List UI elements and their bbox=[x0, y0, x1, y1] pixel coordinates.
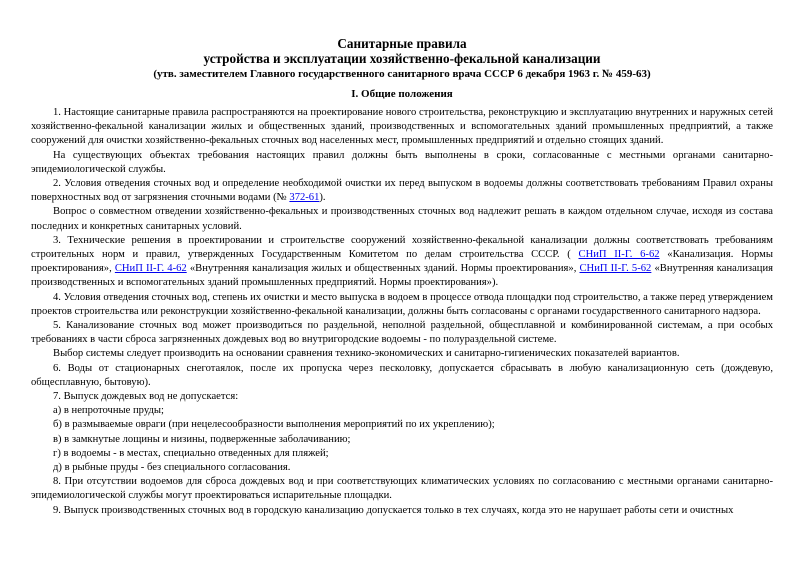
paragraph-7: 7. Выпуск дождевых вод не допускается: bbox=[53, 391, 239, 403]
paragraph-3-part-a: 3. Технические решения в проектировании и строительстве сооружений хозяйственно-фекальной канализации должны соответствовать требованиям строительных норм и правил, утвержденных Государственным Комитетом по делам строительства СССР. ( bbox=[31, 234, 773, 261]
title-line-2: устройства и эксплуатации хозяйственно-фекальной канализации bbox=[203, 51, 601, 66]
link-snip-5-62[interactable]: СНиП II-Г. 5-62 bbox=[579, 263, 652, 275]
title-line-1: Санитарные правила bbox=[337, 36, 467, 51]
paragraph-5b: Выбор системы следует производить на основании сравнения технико-экономических и санитарно-гигиенических показателей вариантов. bbox=[53, 348, 680, 360]
document-page bbox=[31, 36, 773, 518]
paragraph-3-part-c: «Внутренняя канализация жилых и общественных зданий. Нормы проектирования», bbox=[186, 263, 580, 275]
paragraph-4: 4. Условия отведения сточных вод, степень их очистки и место выпуска в водоем в процессе отвода площадки под строительство, а также перед утверждением проектов строительства или реконструкции хозяйственно-фекальной канализации, должны быть согласованы с органами государственного санитарного надзора. bbox=[31, 291, 773, 317]
paragraph-1: 1. Настоящие санитарные правила распространяются на проектирование нового строительства, реконструкцию и эксплуатацию внутренних и наружных сетей хозяйственно-фекальной канализации жилых и общественных зданий, производственных и вспомогательных зданий промышленных предприятий, а также сооружений для очистки хозяйственно-фекальных сточных вод населенных мест, промышленных предприятий и отдельно стоящих зданий. bbox=[31, 107, 773, 147]
paragraph-2-text: 2. Условия отведения сточных вод и определение необходимой очистки их перед выпуском в водоемы должны соответствовать требованиям Правил охраны поверхностных вод от загрязнения сточными водами (№ bbox=[31, 178, 773, 204]
list-item-b: б) в размываемые овраги (при нецелесообразности выполнения мероприятий по их укреплению); bbox=[53, 419, 495, 431]
paragraph-9: 9. Выпуск производственных сточных вод в городскую канализацию допускается только в тех случаях, когда это не нарушает работы сети и очистных bbox=[53, 504, 734, 516]
paragraph-1b: На существующих объектах требования настоящих правил должны быть выполнены в сроки, согласованные с местными органами санитарно-эпидемиологической службы. bbox=[31, 149, 773, 175]
paragraph-2 bbox=[31, 177, 773, 205]
list-item-c: в) в замкнутые лощины и низины, подверженные заболачиванию; bbox=[53, 433, 351, 445]
paragraph-2-end: ). bbox=[319, 192, 326, 204]
paragraph-3 bbox=[31, 234, 773, 291]
document-title bbox=[31, 36, 773, 66]
link-372-61[interactable]: 372-61 bbox=[289, 192, 320, 204]
paragraph-3-part-d: «Внутренняя канализация производственных и вспомогательных зданий промышленных предприятий. Нормы проектирования»). bbox=[31, 263, 773, 289]
paragraph-2b: Вопрос о совместном отведении хозяйственно-фекальных и производственных сточных вод надлежит решать в каждом отдельном случае, исходя из состава последних и конкретных санитарных условий. bbox=[31, 206, 773, 232]
list-item-e: д) в рыбные пруды - без специального согласования. bbox=[53, 462, 291, 474]
section-heading: I. Общие положения bbox=[351, 88, 453, 100]
list-item-a: а) в непроточные пруды; bbox=[53, 405, 164, 417]
link-snip-4-62[interactable]: СНиП II-Г. 4-62 bbox=[114, 263, 187, 275]
link-snip-6-62[interactable]: СНиП II-Г. 6-62 bbox=[578, 249, 660, 261]
paragraph-3-part-b: «Канализация. Нормы проектирования», bbox=[31, 249, 773, 275]
paragraph-6: 6. Воды от стационарных снеготаялок, после их пропуска через песколовку, допускается сбрасывать в любую канализационную сеть (дождевую, общесплавную, бытовую). bbox=[31, 362, 773, 388]
list-item-d: г) в водоемы - в местах, специально отведенных для пляжей; bbox=[53, 447, 329, 459]
paragraph-8: 8. При отсутствии водоемов для сброса дождевых вод и при соответствующих климатических условиях по согласованию с местными органами санитарно-эпидемиологической службы могут проектироваться испарительные площадки. bbox=[31, 476, 773, 502]
paragraph-5: 5. Канализование сточных вод может производиться по раздельной, неполной раздельной, общесплавной и комбинированной системам, а при особых требованиях в части сброса загрязненных дождевых вод во внутригородские водоемы - по полураздельной системе. bbox=[31, 320, 773, 346]
approval-note: (утв. заместителем Главного государственного санитарного врача СССР 6 декабря 1963 г. № 459-63) bbox=[153, 68, 651, 80]
